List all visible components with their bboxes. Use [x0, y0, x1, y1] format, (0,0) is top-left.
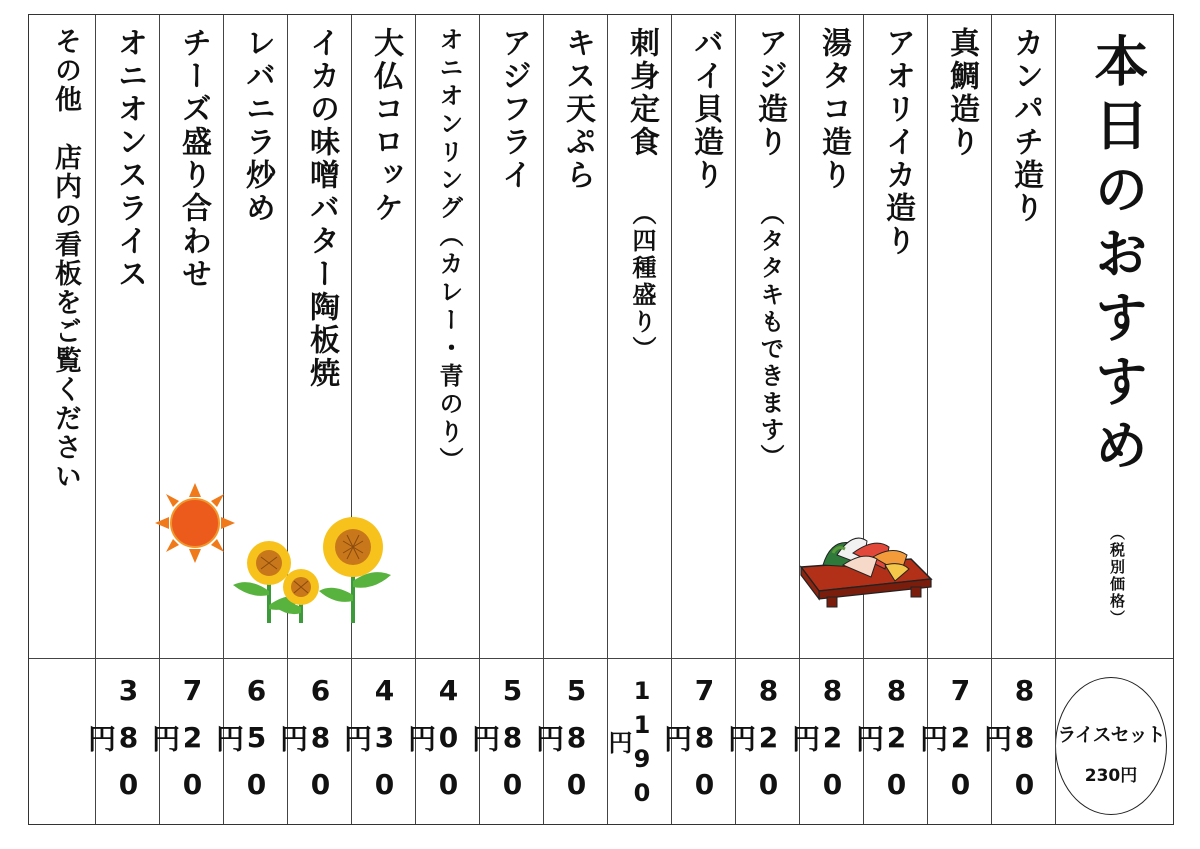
item-price: 720円: [916, 674, 977, 815]
menu-item: [404, 15, 479, 824]
item-price: 720円: [148, 674, 209, 815]
item-price: 580円: [468, 674, 529, 815]
item-name: アジフライ: [496, 27, 531, 192]
item-price: 820円: [724, 674, 785, 815]
item-name: 大仏コロッケ: [368, 27, 403, 225]
item-note: （タタキもできます）: [756, 201, 784, 471]
menu-item: [532, 15, 607, 824]
item-name: オニオンスライス: [112, 27, 147, 291]
menu-item: [212, 15, 287, 824]
item-name: アジ造り: [752, 27, 787, 159]
item-name: キス天ぷら: [560, 27, 595, 192]
item-name: レバニラ炒め: [240, 27, 275, 225]
menu-item: [604, 15, 671, 824]
item-name: 刺身定食: [624, 27, 659, 159]
sashimi-platter-icon: [793, 525, 933, 609]
other-note-column: [29, 15, 95, 824]
menu-item: [148, 15, 223, 824]
item-name: アオリイカ造り: [880, 27, 915, 258]
item-name: チーズ盛り合わせ: [176, 27, 211, 291]
item-price: 380円: [84, 674, 145, 815]
title-column: [1055, 15, 1173, 824]
rice-set-label: ライスセット: [1057, 724, 1165, 746]
menu-item: [660, 15, 735, 824]
item-price: 650円: [212, 674, 273, 815]
rice-set-badge: [1055, 677, 1167, 815]
item-name: オニオンリング（カレー・青のり）: [435, 27, 463, 475]
item-price: 400円: [404, 674, 465, 815]
item-price: 820円: [788, 674, 849, 815]
item-price: 780円: [660, 674, 721, 815]
menu-item: [980, 15, 1055, 824]
menu-item: [468, 15, 543, 824]
column-separator: [1055, 15, 1056, 824]
menu-item: [340, 15, 415, 824]
item-price: 430円: [340, 674, 401, 815]
item-price: 580円: [532, 674, 593, 815]
menu-item: [852, 15, 927, 824]
item-price: 680円: [276, 674, 337, 815]
rice-set-price: 230円: [1084, 766, 1138, 786]
menu-item: [724, 15, 799, 824]
menu-board: [28, 14, 1174, 825]
item-name: イカの味噌バター陶板焼: [304, 27, 339, 390]
item-name: バイ貝造り: [688, 27, 723, 192]
item-price: 1190円: [604, 676, 656, 813]
page-title: 本日のおすすめ: [1086, 33, 1149, 481]
menu-item: [788, 15, 863, 824]
other-note: その他 店内の看板をご覧ください: [50, 27, 81, 491]
tax-note: （税別価格）: [1108, 525, 1126, 627]
item-price: 880円: [980, 674, 1041, 815]
menu-item: [84, 15, 159, 824]
item-name: 湯タコ造り: [816, 27, 851, 192]
sunflower-icon: [223, 511, 399, 627]
menu-item: [916, 15, 991, 824]
item-note: （四種盛り）: [628, 201, 656, 363]
item-name: カンパチ造り: [1008, 27, 1043, 225]
item-name: 真鯛造り: [944, 27, 979, 159]
menu-item: [276, 15, 351, 824]
item-price: 820円: [852, 674, 913, 815]
